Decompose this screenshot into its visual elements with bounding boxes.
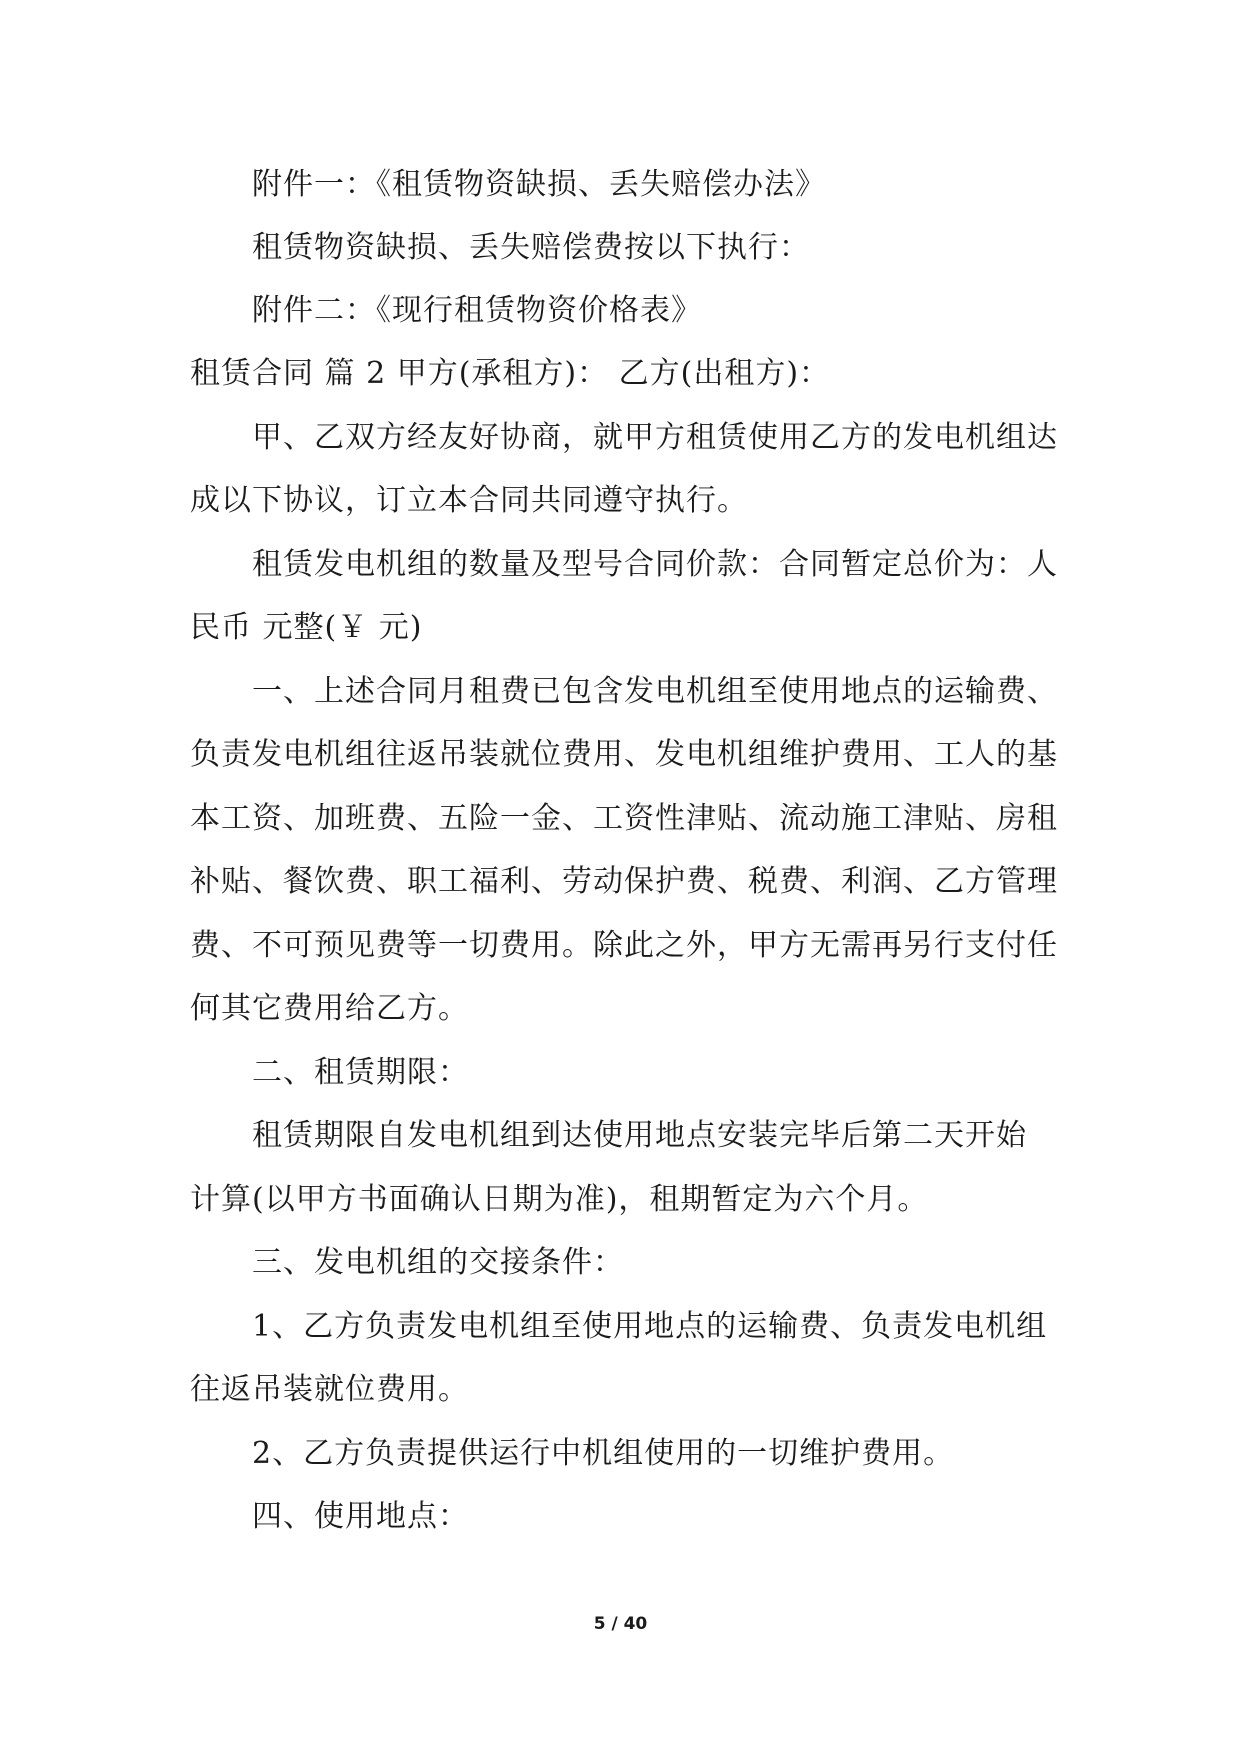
paragraph-line: 成以下协议，订立本合同共同遵守执行。 [190,483,748,518]
paragraph-line: 往返吊装就位费用。 [190,1372,469,1407]
paragraph-line: 补贴、餐饮费、职工福利、劳动保护费、税费、利润、乙方管理 [190,864,1058,899]
paragraph-line: 租赁期限自发电机组到达使用地点安装完毕后第二天开始 [252,1118,1027,1153]
section-four-heading: 四、使用地点： [252,1499,469,1534]
section-three-heading: 三、发电机组的交接条件： [252,1245,624,1280]
paragraph-line: 1、乙方负责发电机组至使用地点的运输费、负责发电机组 [252,1309,1048,1344]
paragraph-line: 2、乙方负责提供运行中机组使用的一切维护费用。 [252,1436,955,1471]
paragraph-line: 甲、乙双方经友好协商，就甲方租赁使用乙方的发电机组达 [252,420,1058,455]
page-number: 5 / 40 [593,1614,648,1634]
attachment-one-line: 附件一：《租赁物资缺损、丢失赔偿办法》 [252,167,826,202]
paragraph-line: 何其它费用给乙方。 [190,991,469,1026]
paragraph-line: 费、不可预见费等一切费用。除此之外，甲方无需再另行支付任 [190,928,1058,963]
section-one-line: 一、上述合同月租费已包含发电机组至使用地点的运输费、 [252,674,1058,709]
paragraph-line: 租赁发电机组的数量及型号合同价款：合同暂定总价为：人 [252,547,1058,582]
contract-heading-line: 租赁合同 篇 2 甲方(承租方)： 乙方(出租方)： [190,356,831,391]
paragraph-line: 本工资、加班费、五险一金、工资性津贴、流动施工津贴、房租 [190,801,1058,836]
paragraph-line: 计算(以甲方书面确认日期为准)，租期暂定为六个月。 [190,1182,929,1217]
compensation-line: 租赁物资缺损、丢失赔偿费按以下执行： [252,230,810,265]
paragraph-line: 负责发电机组往返吊装就位费用、发电机组维护费用、工人的基 [190,737,1058,772]
paragraph-line: 民币 元整(￥ 元) [190,610,423,645]
section-two-heading: 二、租赁期限： [252,1055,469,1090]
attachment-two-line: 附件二：《现行租赁物资价格表》 [252,293,702,328]
